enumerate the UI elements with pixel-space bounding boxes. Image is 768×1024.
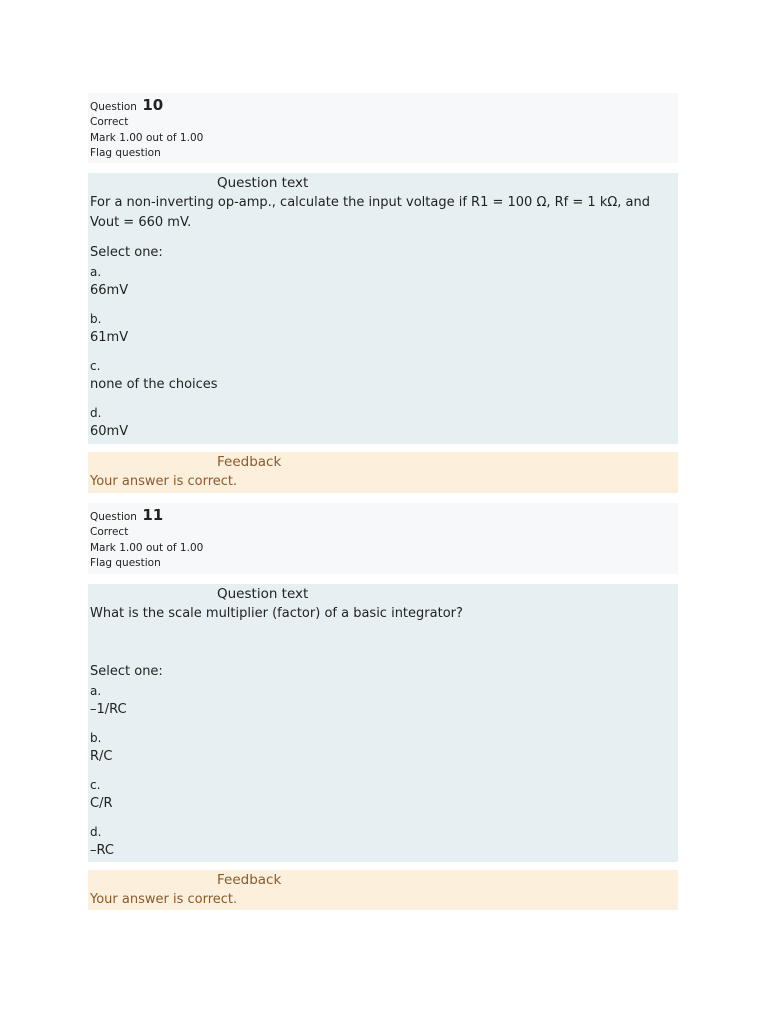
option-text: none of the choices <box>90 377 218 392</box>
answer-option-a[interactable] <box>90 682 676 720</box>
question-number <box>90 97 676 115</box>
answer-option-b[interactable] <box>90 729 676 767</box>
question-info <box>88 503 678 574</box>
option-letter: a. <box>90 265 102 279</box>
question-content <box>88 173 678 444</box>
question-number-value: 11 <box>142 506 164 524</box>
option-letter: c. <box>90 778 101 792</box>
feedback-box <box>88 452 678 493</box>
feedback-box <box>88 870 678 910</box>
option-text: C/R <box>90 796 113 811</box>
answer-option-d[interactable] <box>90 823 676 861</box>
option-letter: d. <box>90 406 102 420</box>
option-letter: d. <box>90 825 102 839</box>
select-one-label: Select one: <box>90 245 163 260</box>
answer-option-a[interactable] <box>90 263 676 301</box>
option-text: 60mV <box>90 424 129 439</box>
answer-option-d[interactable] <box>90 404 676 442</box>
question-content <box>88 584 678 862</box>
question-block <box>88 503 678 910</box>
option-letter: c. <box>90 359 101 373</box>
question-mark: Mark 1.00 out of 1.00 <box>90 131 204 144</box>
question-block <box>88 93 678 493</box>
option-letter: b. <box>90 731 102 745</box>
question-mark: Mark 1.00 out of 1.00 <box>90 541 204 554</box>
question-number <box>90 507 676 525</box>
answer-option-c[interactable] <box>90 357 676 395</box>
flag-question-link[interactable]: Flag question <box>90 147 161 159</box>
question-state: Correct <box>90 116 129 128</box>
option-text: 66mV <box>90 283 129 298</box>
answer-option-b[interactable] <box>90 310 676 348</box>
answer-option-c[interactable] <box>90 776 676 814</box>
select-one-label: Select one: <box>90 664 163 679</box>
option-text: R/C <box>90 749 113 764</box>
option-text: –1/RC <box>90 702 127 717</box>
question-text-heading: Question text <box>217 175 309 191</box>
option-letter: b. <box>90 312 102 326</box>
question-label: Question <box>90 101 137 113</box>
question-info <box>88 93 678 163</box>
question-state: Correct <box>90 526 129 538</box>
option-text: 61mV <box>90 330 129 345</box>
question-text: What is the scale multiplier (factor) of a basic integrator? <box>90 606 463 621</box>
feedback-heading: Feedback <box>217 872 282 888</box>
question-text: For a non-inverting op-amp., calculate the input voltage if R1 = 100 Ω, Rf = 1 kΩ, and Vout = 660 mV. <box>90 195 651 230</box>
option-letter: a. <box>90 684 102 698</box>
question-label: Question <box>90 511 137 523</box>
flag-question-link[interactable]: Flag question <box>90 557 161 569</box>
option-text: –RC <box>90 843 114 858</box>
feedback-message: Your answer is correct. <box>90 892 238 907</box>
feedback-message: Your answer is correct. <box>90 474 238 489</box>
question-number-value: 10 <box>142 96 164 114</box>
question-text-heading: Question text <box>217 586 309 602</box>
feedback-heading: Feedback <box>217 454 282 470</box>
